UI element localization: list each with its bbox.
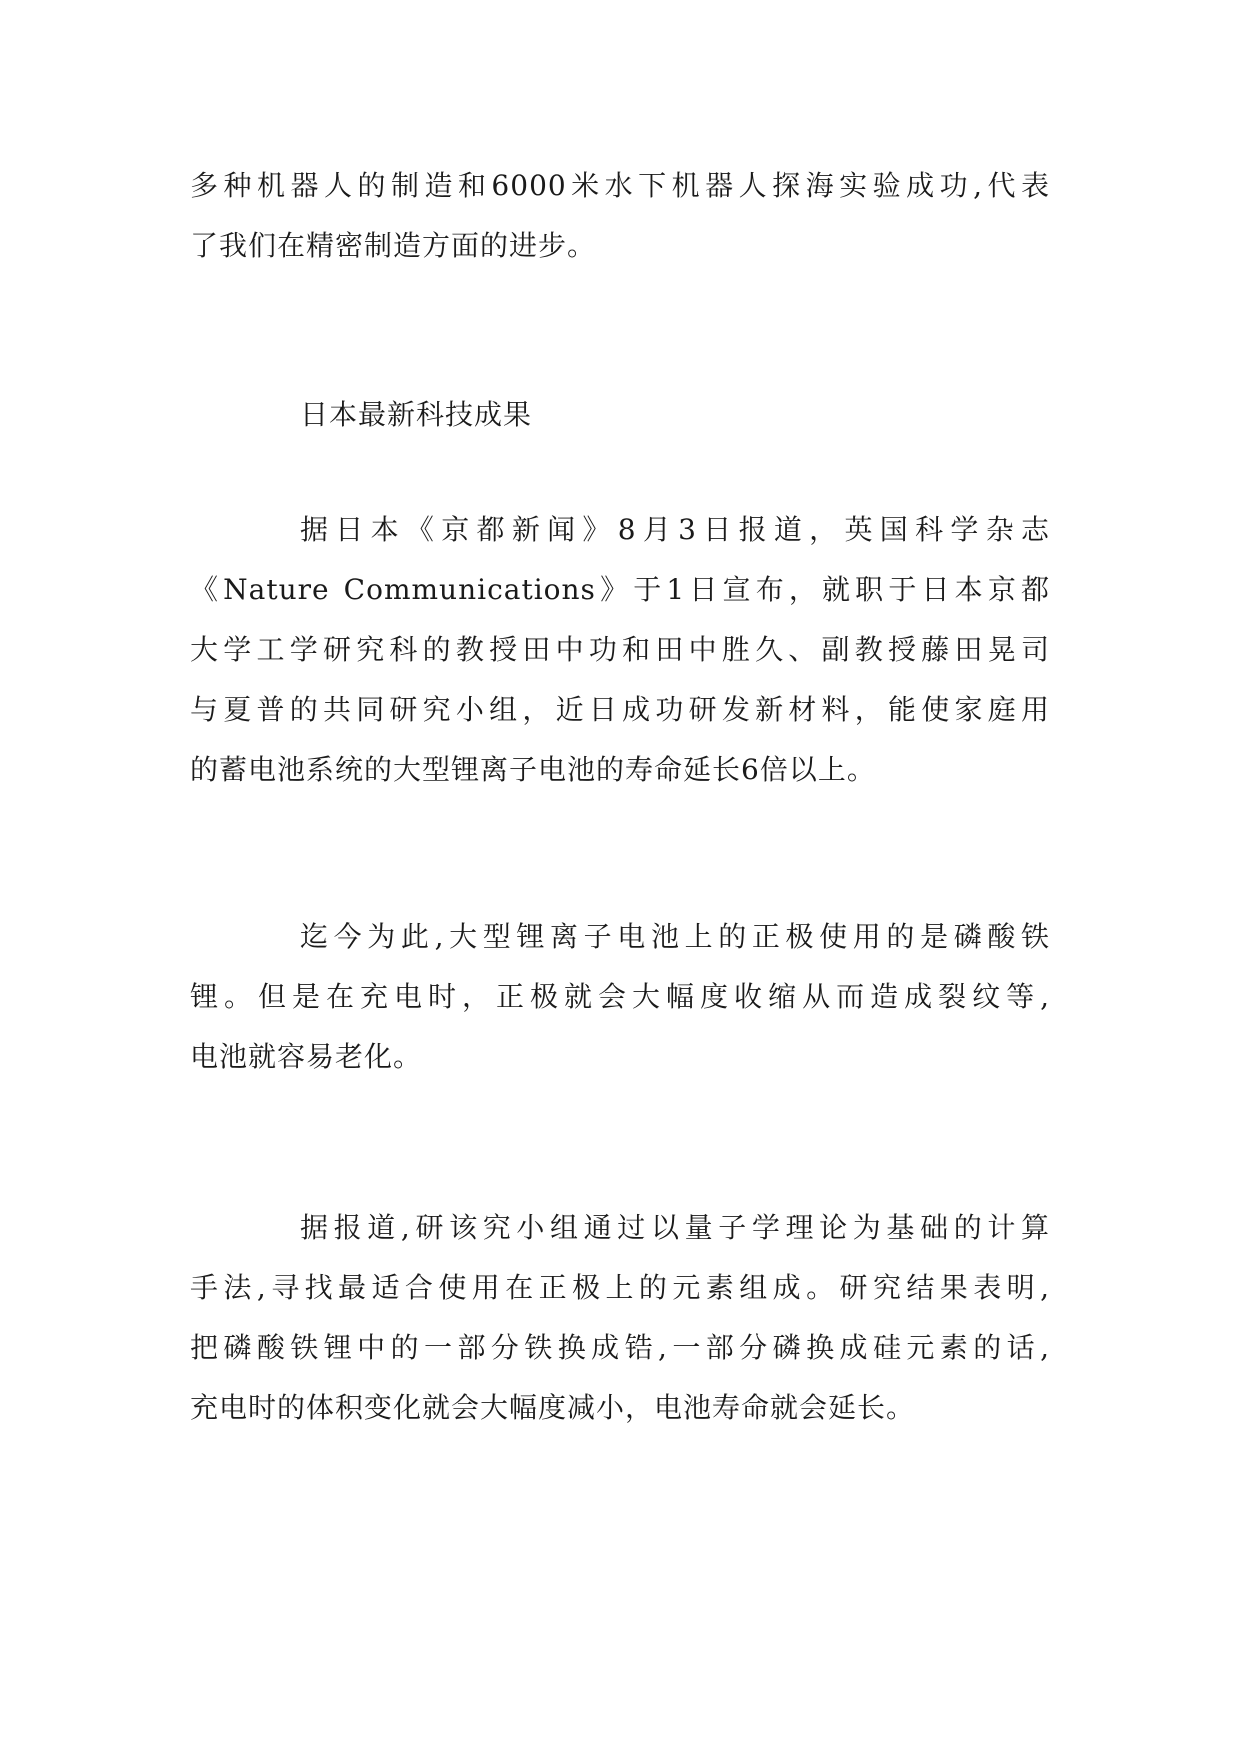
paragraph-line: 的蓄电池系统的大型锂离子电池的寿命延长6倍以上。 (190, 753, 876, 786)
paragraph-line: 充电时的体积变化就会大幅度减小，电池寿命就会延长。 (190, 1391, 916, 1424)
paragraph-line: 手法,寻找最适合使用在正极上的元素组成。研究结果表明, (190, 1271, 1050, 1304)
paragraph-line: 据日本《京都新闻》8月3日报道，英国科学杂志 (300, 513, 1050, 546)
section-heading: 日本最新科技成果 (300, 398, 533, 431)
paragraph-line: 《Nature Communications》于1日宣布，就职于日本京都 (190, 573, 1050, 606)
paragraph-line: 多种机器人的制造和6000米水下机器人探海实验成功,代表 (190, 169, 1050, 202)
paragraph-line: 迄今为此,大型锂离子电池上的正极使用的是磷酸铁 (300, 920, 1050, 953)
paragraph-line: 锂。但是在充电时，正极就会大幅度收缩从而造成裂纹等, (190, 980, 1050, 1013)
paragraph-line: 与夏普的共同研究小组，近日成功研发新材料，能使家庭用 (190, 693, 1050, 726)
paragraph-line: 了我们在精密制造方面的进步。 (190, 229, 597, 262)
paragraph-line: 把磷酸铁锂中的一部分铁换成锆,一部分磷换成硅元素的话, (190, 1331, 1050, 1364)
paragraph-line: 据报道,研该究小组通过以量子学理论为基础的计算 (300, 1211, 1050, 1244)
paragraph-line: 大学工学研究科的教授田中功和田中胜久、副教授藤田晃司 (190, 633, 1050, 666)
paragraph-line: 电池就容易老化。 (190, 1040, 423, 1073)
